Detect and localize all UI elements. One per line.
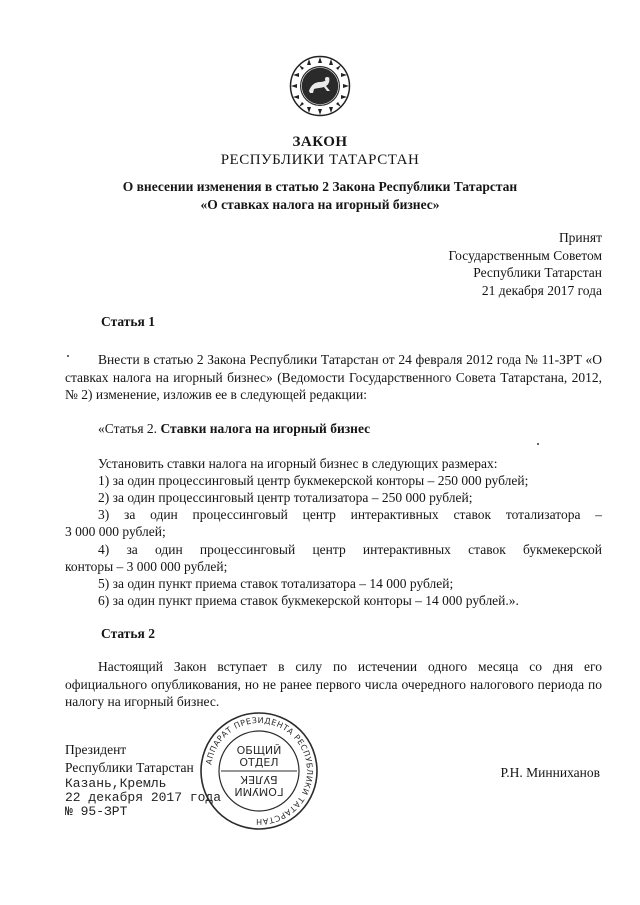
- rate-item-5: 5) за один пункт приема ставок тотализатора – 14 000 рублей;: [98, 576, 454, 591]
- adoption-line3: Республики Татарстан: [473, 265, 602, 280]
- signing-place: Казань,Кремль: [65, 776, 167, 791]
- position-line2: Республики Татарстан: [65, 759, 194, 775]
- article-1-heading: Статья 1: [101, 314, 155, 329]
- stamp-ring-text: АППАРАТ ПРЕЗИДЕНТА РЕСПУБЛИКИ ТАТАРСТАН: [204, 715, 315, 827]
- adoption-date: 21 декабря 2017 года: [481, 282, 602, 298]
- law-number: № 95-ЗРТ: [65, 804, 128, 819]
- office-stamp: [198, 710, 320, 832]
- quote-title: Ставки налога на игорный бизнес: [160, 421, 371, 436]
- law-title-line2: «О ставках налога на игорный бизнес»: [200, 197, 440, 212]
- stamp-line-2: ОТДЕЛ: [239, 756, 279, 769]
- rates-intro: Установить ставки налога на игорный бизнес в следующих размерах:: [98, 456, 498, 471]
- adoption-block: [449, 229, 602, 299]
- stamp-line-4: ГОМУМИ: [234, 785, 284, 798]
- rate-item-1: 1) за один процессинговый центр букмекерской конторы – 250 000 рублей;: [98, 473, 529, 488]
- adoption-line1: Принят: [558, 230, 602, 245]
- scan-speck: [537, 443, 539, 445]
- article-1-intro: Внести в статью 2 Закона Республики Татарстан от 24 февраля 2012 года № 11-ЗРТ «О ставках налога на игорный бизнес» (Ведомости Государственного Совета Татарстана, 2012, № 2) изменение, изложив ее в следующей редакции:: [65, 352, 602, 402]
- rate-item-3-line1: 3) за один процессинговый центр интерактивных ставок тотализатора –: [98, 507, 602, 522]
- document-type: ЗАКОН: [292, 134, 348, 150]
- stamp-line-1: ОБЩИЙ: [236, 744, 282, 757]
- republic-name: РЕСПУБЛИКИ ТАТАРСТАН: [220, 152, 420, 168]
- rate-item-2: 2) за один процессинговый центр тотализатора – 250 000 рублей;: [98, 490, 473, 505]
- coat-of-arms-emblem: [289, 55, 351, 117]
- rate-item-4-line1: 4) за один процессинговый центр интерактивных ставок букмекерской: [98, 542, 602, 557]
- article-2-quote-heading: «Статья 2. Ставки налога на игорный бизнес: [98, 421, 371, 436]
- law-title: [0, 178, 640, 214]
- stamp-line-3: БУЛЕК: [240, 773, 278, 786]
- article-2-heading: Статья 2: [101, 626, 155, 641]
- signatory-name: Р.Н. Минниханов: [500, 765, 600, 780]
- signing-date: 22 декабря 2017 года: [65, 790, 222, 805]
- rate-item-3-line2: 3 000 000 рублей;: [65, 524, 166, 539]
- position-line1: Президент: [65, 742, 127, 757]
- rate-item-6: 6) за один пункт приема ставок букмекерской конторы – 14 000 рублей.».: [98, 593, 519, 608]
- rate-item-4-line2: конторы – 3 000 000 рублей;: [65, 559, 228, 574]
- signatory-position: [65, 741, 194, 776]
- law-title-line1: О внесении изменения в статью 2 Закона Республики Татарстан: [122, 179, 518, 194]
- article-2-text: Настоящий Закон вступает в силу по истечении одного месяца со дня его официального опубликования, но не ранее первого числа очередного налогового периода по налогу на игорный бизнес.: [65, 659, 602, 709]
- adoption-line2: Государственным Советом: [448, 247, 602, 263]
